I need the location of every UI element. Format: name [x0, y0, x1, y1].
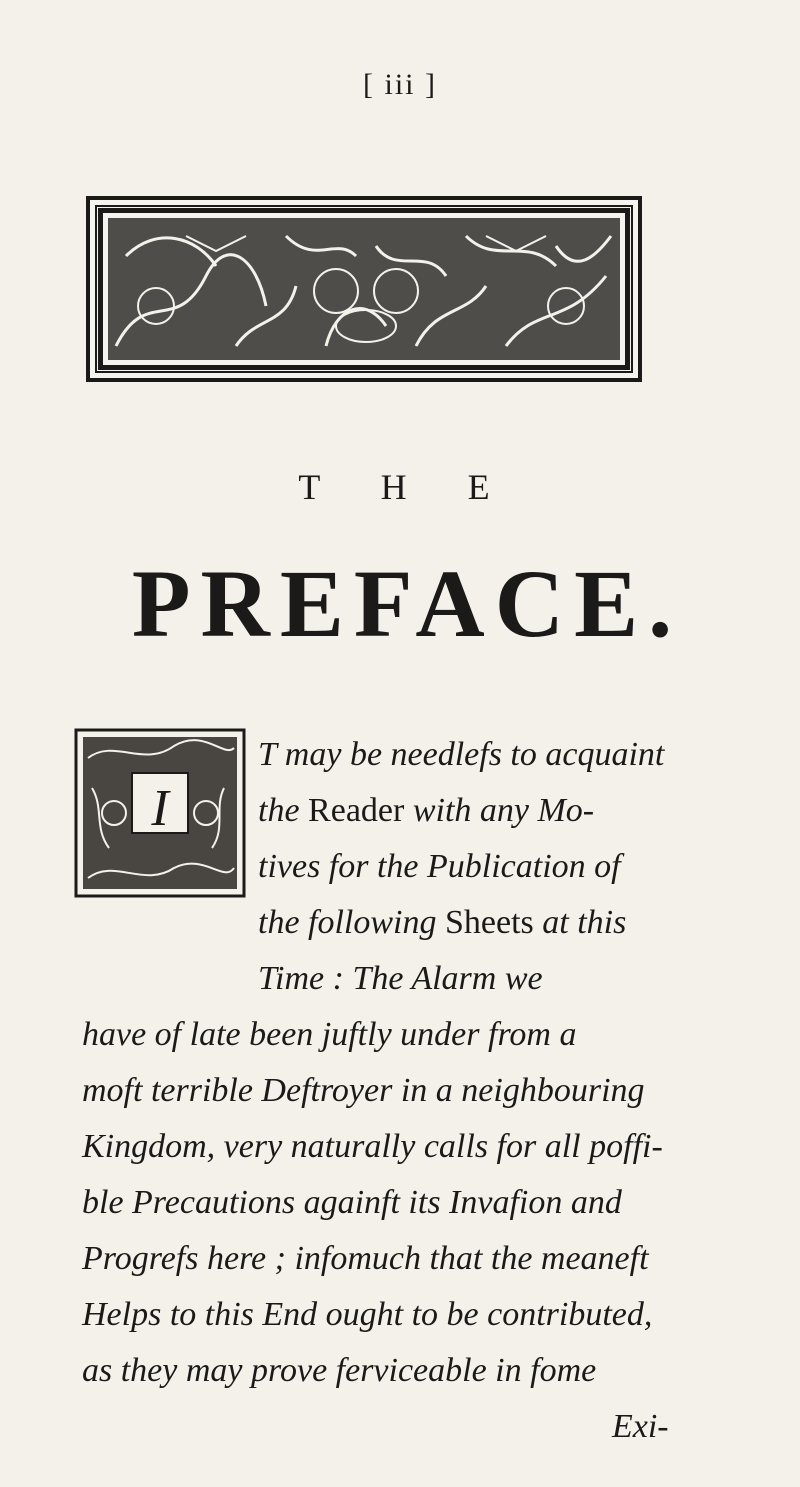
text-line-11: Helps to this End ought to be contributed,	[82, 1296, 653, 1333]
catchword: Exi-	[612, 1408, 669, 1445]
text-line-6: have of late been juftly under from a	[82, 1016, 577, 1053]
text-line-9: ble Precautions againft its Invafion and	[82, 1184, 622, 1221]
text-line-1: T may be needlefs to acquaint	[258, 736, 665, 773]
text-line-2: the Reader with any Mo-	[258, 792, 595, 829]
text-line-3: tives for the Publication of	[258, 848, 621, 885]
dropcap-letter: I	[151, 780, 169, 837]
page-number: [ iii ]	[363, 68, 437, 101]
text-line-4: the following Sheets at this	[258, 904, 627, 941]
heading-the: T H E	[298, 467, 516, 507]
text-line-5: Time : The Alarm we	[258, 960, 543, 997]
heading-preface: PREFACE.	[131, 550, 683, 657]
text-line-12: as they may prove ferviceable in fome	[82, 1352, 597, 1389]
text-line-10: Progrefs here ; infomuch that the meaneft	[82, 1240, 649, 1277]
decorative-initial	[74, 728, 246, 898]
text-line-7: moft terrible Deftroyer in a neighbouring	[82, 1072, 645, 1109]
ornamental-headpiece	[86, 196, 642, 382]
text-line-8: Kingdom, very naturally calls for all poffi-	[82, 1128, 663, 1165]
